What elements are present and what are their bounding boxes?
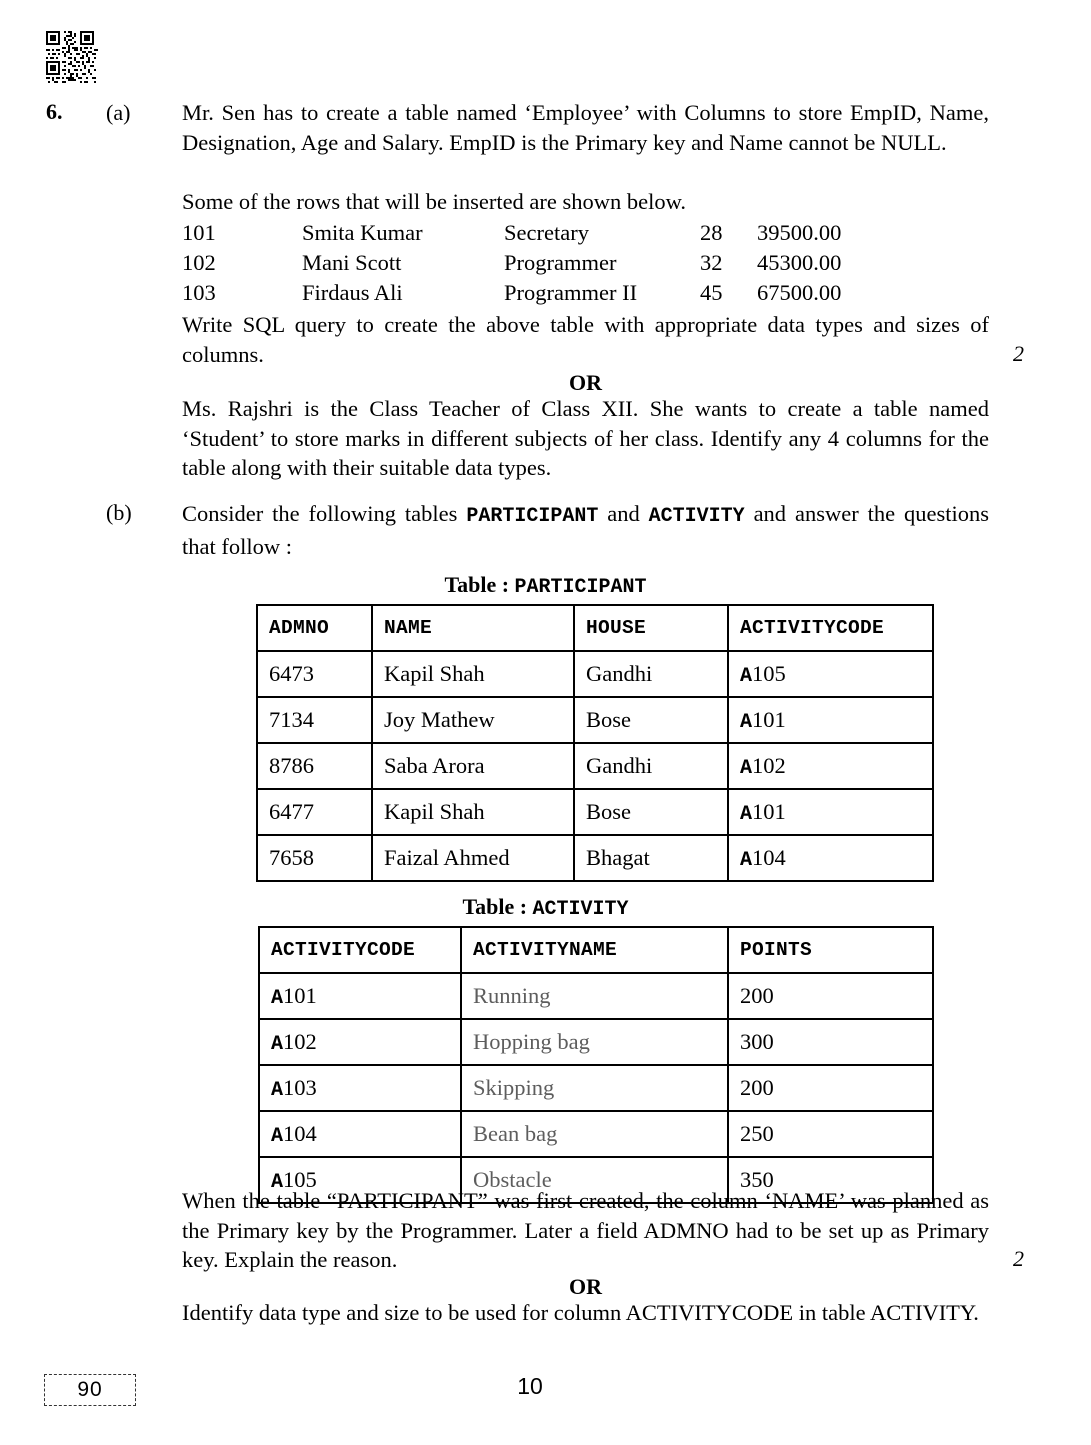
table-row: [259, 973, 933, 1019]
code-prefix: A: [740, 710, 753, 734]
code-prefix: A: [271, 1032, 284, 1056]
cell-house: Gandhi: [574, 743, 728, 789]
part-a-label: (a): [106, 100, 131, 125]
employee-age: 45: [700, 280, 723, 305]
table-header-row: [259, 927, 933, 973]
col-points: POINTS: [728, 927, 933, 973]
col-activitycode: ACTIVITYCODE: [259, 927, 461, 973]
employee-age: 28: [700, 220, 723, 245]
question-number: 6.: [46, 99, 63, 124]
table-row: [257, 651, 933, 697]
employee-sample-row: [182, 248, 989, 278]
cell-house: Gandhi: [574, 651, 728, 697]
col-house: HOUSE: [574, 605, 728, 651]
part-a-or: [182, 368, 989, 397]
activity-table: [258, 926, 934, 1204]
part-a-marks: 2: [1013, 341, 1024, 366]
caption-name-participant: PARTICIPANT: [514, 576, 647, 599]
cell-activitycode: A101: [728, 697, 933, 743]
employee-sample-row: [182, 278, 989, 308]
part-a-alternative: [182, 394, 989, 483]
cell-admno: 6473: [257, 651, 372, 697]
qr-code-icon: [44, 29, 102, 85]
code-prefix: A: [740, 802, 753, 826]
cell-house: Bose: [574, 697, 728, 743]
cell-points: 300: [728, 1019, 933, 1065]
cell-points: 350: [728, 1157, 933, 1203]
employee-salary: 39500.00: [757, 220, 842, 245]
part-b-or: [182, 1272, 989, 1301]
employee-designation: Secretary: [504, 220, 589, 245]
cell-admno: 6477: [257, 789, 372, 835]
table-row: [257, 743, 933, 789]
table-row: [259, 1111, 933, 1157]
part-b-alternative: [182, 1298, 989, 1328]
part-a-paragraph-1: [182, 98, 989, 157]
col-activitycode: ACTIVITYCODE: [728, 605, 933, 651]
cell-activityname: Hopping bag: [461, 1019, 728, 1065]
cell-house: Bhagat: [574, 835, 728, 881]
cell-name: Kapil Shah: [372, 789, 574, 835]
cell-activitycode: A101: [259, 973, 461, 1019]
code-prefix: A: [271, 1124, 284, 1148]
col-admno: ADMNO: [257, 605, 372, 651]
cell-activityname: Running: [461, 973, 728, 1019]
part-b-label: (b): [106, 500, 132, 525]
employee-sample-rows: [182, 218, 989, 308]
employee-salary: 67500.00: [757, 280, 842, 305]
part-a-text-2: Some of the rows that will be inserted are shown below.: [182, 189, 687, 214]
employee-name: Firdaus Ali: [302, 280, 403, 305]
cell-activitycode: A105: [728, 651, 933, 697]
cell-admno: 8786: [257, 743, 372, 789]
part-a-alt-text: Ms. Rajshri is the Class Teacher of Class XII. She wants to create a table named ‘Student’ to store marks in different subjects of her class. Identify any 4 columns for the table along with their suitable data types.: [182, 396, 989, 480]
employee-name: Smita Kumar: [302, 220, 423, 245]
cell-activitycode: A104: [728, 835, 933, 881]
employee-salary: 45300.00: [757, 250, 842, 275]
or-label-b: OR: [569, 1274, 602, 1299]
table-row: [259, 1065, 933, 1111]
cell-activitycode: A102: [259, 1019, 461, 1065]
part-a-text-1: Mr. Sen has to create a table named ‘Employee’ with Columns to store EmpID, Name, Designation, Age and Salary. EmpID is the Primary key and Name cannot be NULL.: [182, 100, 989, 155]
employee-age: 32: [700, 250, 723, 275]
cell-admno: 7658: [257, 835, 372, 881]
participant-table-caption: [0, 572, 1091, 599]
part-a-paragraph-2: [182, 187, 989, 217]
part-a-paragraph-3: [182, 310, 989, 369]
employee-designation: Programmer: [504, 250, 617, 275]
table-row: [257, 697, 933, 743]
code-prefix: A: [271, 1078, 284, 1102]
cell-activitycode: A102: [728, 743, 933, 789]
table-row: [257, 835, 933, 881]
cell-activitycode: A104: [259, 1111, 461, 1157]
intro-table-activity: ACTIVITY: [648, 505, 745, 528]
participant-table: [256, 604, 934, 882]
employee-designation: Programmer II: [504, 280, 638, 305]
col-activityname: ACTIVITYNAME: [461, 927, 728, 973]
part-b-intro-text: [182, 499, 989, 561]
cell-name: Kapil Shah: [372, 651, 574, 697]
cell-activitycode: A101: [728, 789, 933, 835]
cell-house: Bose: [574, 789, 728, 835]
table-row: [257, 789, 933, 835]
cell-name: Joy Mathew: [372, 697, 574, 743]
part-b-question: [182, 1186, 989, 1275]
caption-name-activity: ACTIVITY: [532, 898, 629, 921]
code-prefix: A: [271, 1170, 284, 1194]
table-header-row: [257, 605, 933, 651]
intro-after: and answer the questions that follow :: [182, 501, 989, 559]
cell-points: 200: [728, 1065, 933, 1111]
intro-middle: and: [598, 501, 649, 526]
cell-points: 250: [728, 1111, 933, 1157]
col-name: NAME: [372, 605, 574, 651]
or-label-a: OR: [569, 370, 602, 395]
part-b-intro: [182, 499, 989, 561]
activity-table-caption: [0, 894, 1091, 921]
cell-activitycode: A103: [259, 1065, 461, 1111]
employee-id: 103: [182, 280, 216, 305]
employee-id: 101: [182, 220, 216, 245]
code-prefix: A: [740, 848, 753, 872]
intro-before: Consider the following tables: [182, 501, 467, 526]
cell-activitycode: A105: [259, 1157, 461, 1203]
cell-admno: 7134: [257, 697, 372, 743]
employee-id: 102: [182, 250, 216, 275]
code-prefix: A: [740, 756, 753, 780]
caption-prefix-1: Table :: [444, 572, 515, 597]
cell-activityname: Bean bag: [461, 1111, 728, 1157]
table-row: [259, 1019, 933, 1065]
part-b-alt-text: Identify data type and size to be used for column ACTIVITYCODE in table ACTIVITY.: [182, 1300, 979, 1325]
cell-activityname: Skipping: [461, 1065, 728, 1111]
part-b-marks: 2: [1013, 1246, 1024, 1271]
employee-sample-row: [182, 218, 989, 248]
intro-table-participant: PARTICIPANT: [466, 505, 599, 528]
code-prefix: A: [740, 664, 753, 688]
part-b-question-text: When the table “PARTICIPANT” was first created, the column ‘NAME’ was planned as the Primary key by the Programmer. Later a field ADMNO had to be set up as Primary key. Explain the reason.: [182, 1188, 989, 1272]
caption-prefix-2: Table :: [462, 894, 533, 919]
paper-code-box: 90: [44, 1374, 136, 1406]
cell-points: 200: [728, 973, 933, 1019]
employee-name: Mani Scott: [302, 250, 402, 275]
page-number: 10: [517, 1373, 543, 1399]
cell-name: Faizal Ahmed: [372, 835, 574, 881]
cell-activityname: Obstacle: [461, 1157, 728, 1203]
code-prefix: A: [271, 986, 284, 1010]
part-a-text-3: Write SQL query to create the above table with appropriate data types and sizes of columns.: [182, 312, 989, 367]
cell-name: Saba Arora: [372, 743, 574, 789]
